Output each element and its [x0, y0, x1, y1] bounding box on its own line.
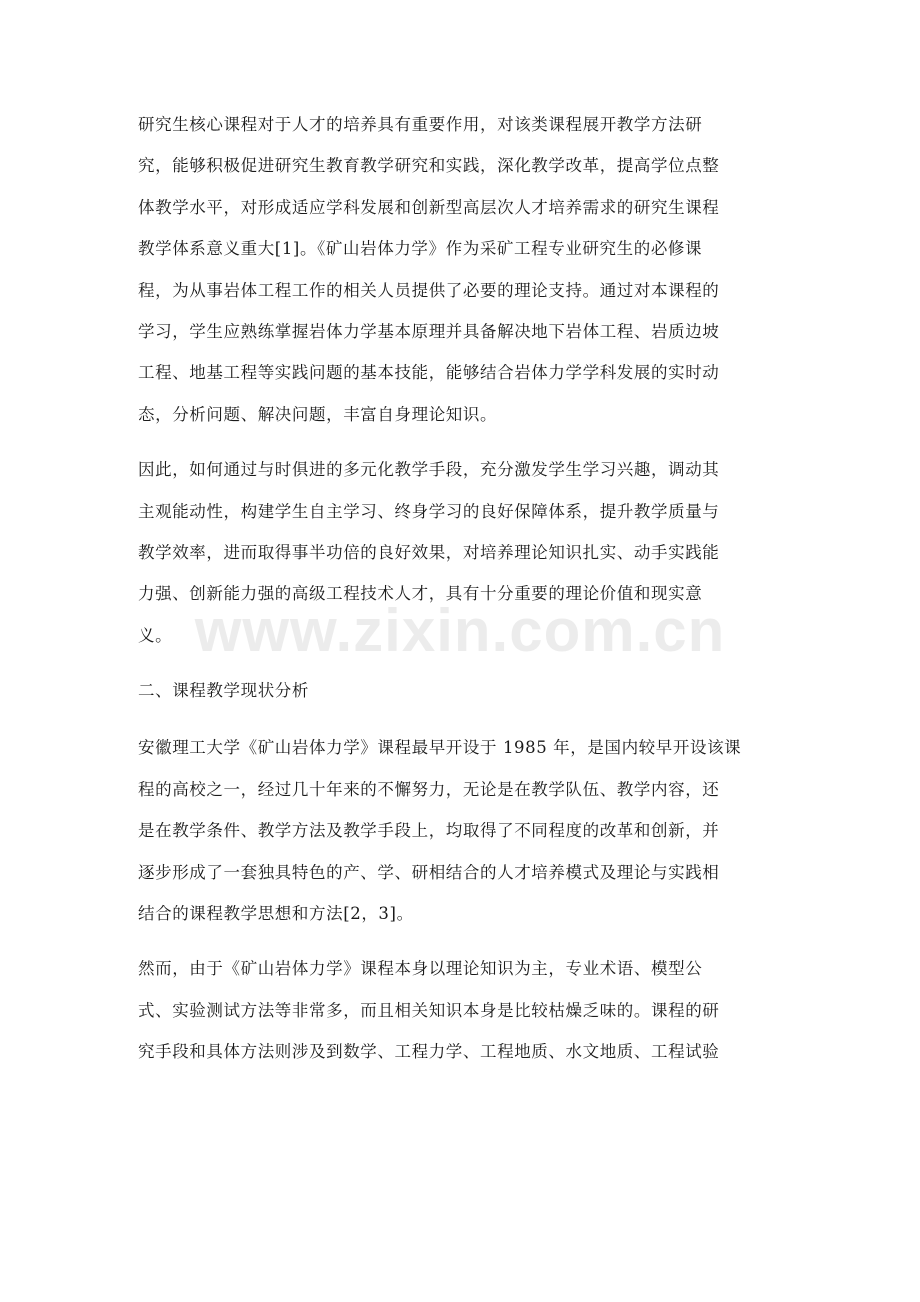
watermark: www.zixin.com.cn [194, 597, 726, 664]
text-line: 研究生核心课程对于人才的培养具有重要作用，对该类课程展开教学方法研 [138, 115, 703, 134]
text-line: 是在教学条件、教学方法及教学手段上，均取得了不同程度的改革和创新，并 [138, 821, 720, 841]
text-line: 主观能动性，构建学生自主学习、终身学习的良好保障体系，提升教学质量与 [138, 501, 720, 521]
text-line: 教学效率，进而取得事半功倍的良好效果，对培养理论知识扎实、动手实践能 [138, 542, 720, 562]
text-line: 教学体系意义重大[1]。《矿山岩体力学》作为采矿工程专业研究生的必修课 [138, 239, 703, 259]
text-line: 态，分析问题、解决问题，丰富自身理论知识。 [138, 404, 498, 424]
text-line: 究，能够积极促进研究生教育教学研究和实践，深化教学改革，提高学位点整 [138, 156, 720, 176]
paragraph-intro [138, 104, 788, 435]
text-line: 究手段和具体方法则涉及到数学、工程力学、工程地质、水文地质、工程试验 [138, 1042, 720, 1062]
text-line: 体教学水平，对形成适应学科发展和创新型高层次人才培养需求的研究生课程 [138, 197, 720, 217]
text-line: 力强、创新能力强的高级工程技术人才，具有十分重要的理论价值和现实意 [138, 584, 703, 604]
section-heading-text: 二、课程教学现状分析 [138, 681, 309, 701]
section-heading [138, 670, 788, 711]
text-line: 工程、地基工程等实践问题的基本技能，能够结合岩体力学学科发展的实时动 [138, 363, 720, 383]
document-body [138, 104, 788, 1087]
paragraph-history [138, 727, 788, 934]
text-line: 学习，学生应熟练掌握岩体力学基本原理并具备解决地下岩体工程、岩质边坡 [138, 321, 720, 341]
paragraph-problems [138, 948, 788, 1072]
text-line: 程的高校之一，经过几十年来的不懈努力，无论是在教学队伍、教学内容，还 [138, 779, 720, 799]
text-line: 式、实验测试方法等非常多，而且相关知识本身是比较枯燥乏味的。课程的研 [138, 1000, 720, 1020]
text-line: 逐步形成了一套独具特色的产、学、研相结合的人才培养模式及理论与实践相 [138, 862, 720, 882]
text-line: 结合的课程教学思想和方法[2，3]。 [138, 904, 414, 924]
text-line: 安徽理工大学《矿山岩体力学》课程最早开设于 1985 年，是国内较早开设该课 [138, 738, 742, 758]
text-line: 程，为从事岩体工程工作的相关人员提供了必要的理论支持。通过对本课程的 [138, 280, 720, 300]
paragraph-significance [138, 449, 788, 656]
text-line: 义。 [138, 625, 173, 645]
text-line: 然而，由于《矿山岩体力学》课程本身以理论知识为主，专业术语、模型公 [138, 959, 703, 979]
text-line: 因此，如何通过与时俱进的多元化教学手段，充分激发学生学习兴趣，调动其 [138, 460, 720, 480]
